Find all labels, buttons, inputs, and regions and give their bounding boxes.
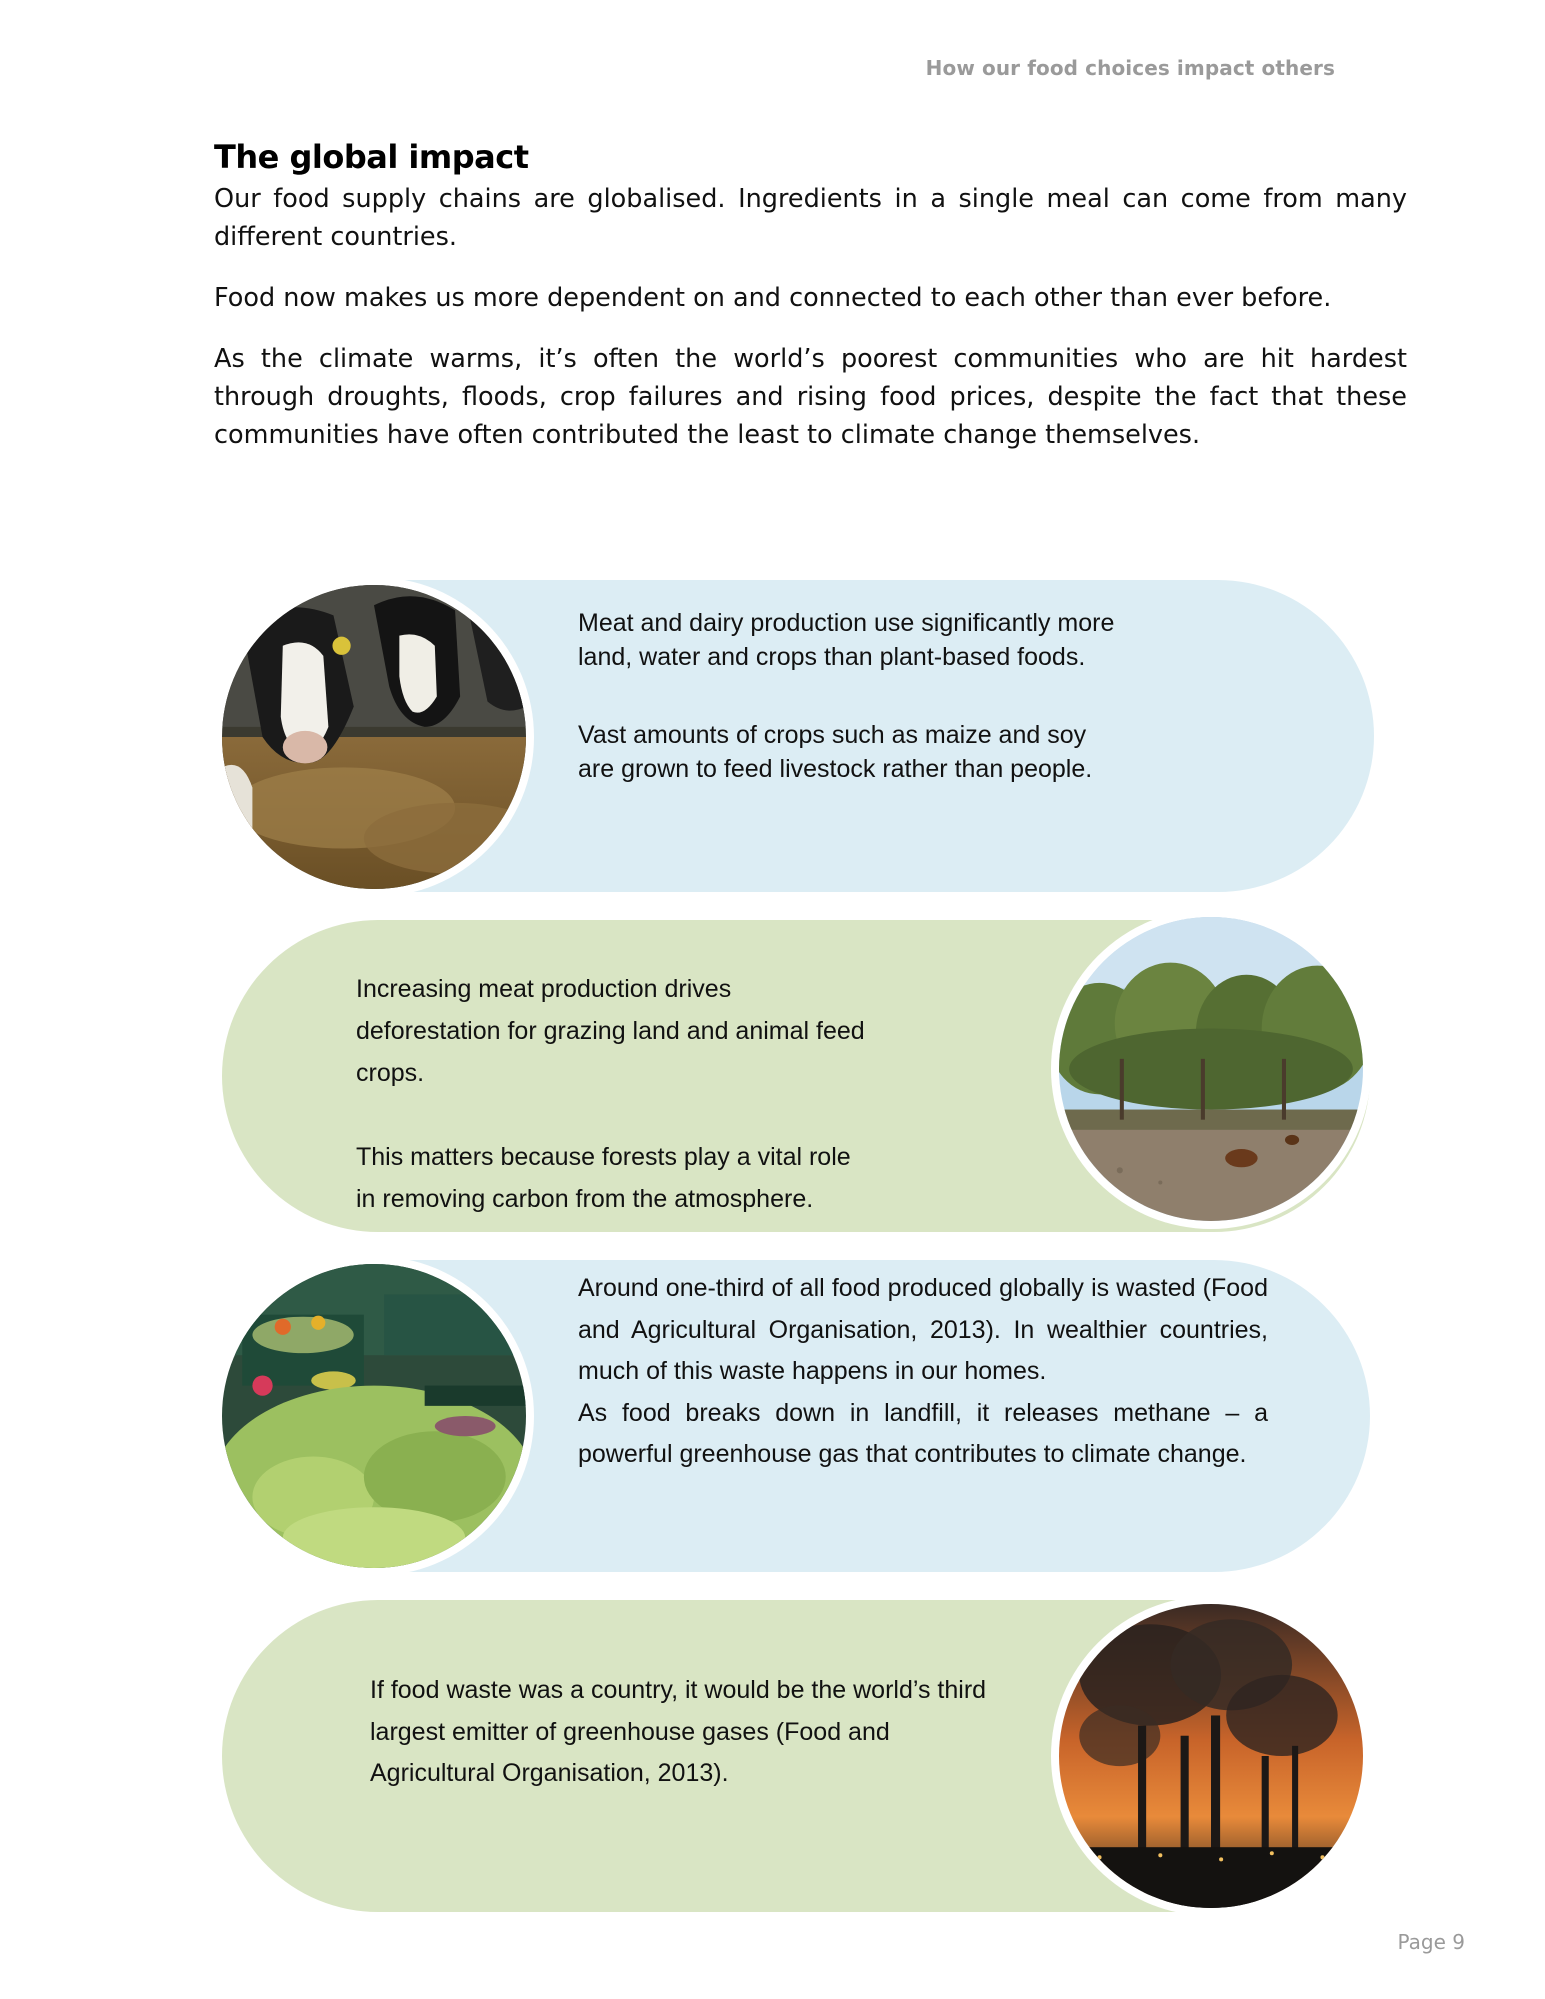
running-header: How our food choices impact others [925,56,1335,80]
food-waste-bins-photo [214,1256,534,1576]
card-food-waste-text [578,1268,1268,1476]
smokestacks-photo [1051,1596,1371,1916]
card-emissions-text [370,1670,1010,1795]
card-deforestation-text [356,968,876,1220]
cows-feeding-photo [214,577,534,897]
card-food-waste-paragraph-2: As food breaks down in landfill, it releases methane – a powerful greenhouse gas that contributes to climate change. [578,1398,1268,1468]
section-title: The global impact [214,138,529,176]
card-deforestation-paragraph-1: Increasing meat production drives deforestation for grazing land and animal feed crops. [356,975,865,1087]
section-global-impact [214,138,1407,477]
card-meat-dairy-paragraph-1: Meat and dairy production use significantly more land, water and crops than plant-based foods. [578,609,1115,671]
card-emissions-paragraph-1: If food waste was a country, it would be the world’s third largest emitter of greenhouse gases (Food and Agricultural Organisation, 2013). [370,1676,987,1787]
page-number: Page 9 [1397,1930,1465,1954]
card-deforestation-paragraph-2: This matters because forests play a vital role in removing carbon from the atmosphere. [356,1143,851,1213]
cleared-woodland-photo [1051,909,1371,1229]
intro-paragraph-2: Food now makes us more dependent on and connected to each other than ever before. [214,283,1332,313]
card-food-waste-paragraph-1: Around one-third of all food produced globally is wasted (Food and Agricultural Organisation, 2013). In wealthier countries, much of this waste happens in our homes. [578,1274,1268,1385]
card-meat-dairy-text [578,606,1118,786]
intro-paragraph-1: Our food supply chains are globalised. Ingredients in a single meal can come from many different countries. [214,184,1407,252]
intro-paragraph-3: As the climate warms, it’s often the world’s poorest communities who are hit hardest through droughts, floods, crop failures and rising food prices, despite the fact that these communities have often contributed the least to climate change themselves. [214,344,1407,450]
card-meat-dairy-paragraph-2: Vast amounts of crops such as maize and soy are grown to feed livestock rather than people. [578,721,1093,783]
